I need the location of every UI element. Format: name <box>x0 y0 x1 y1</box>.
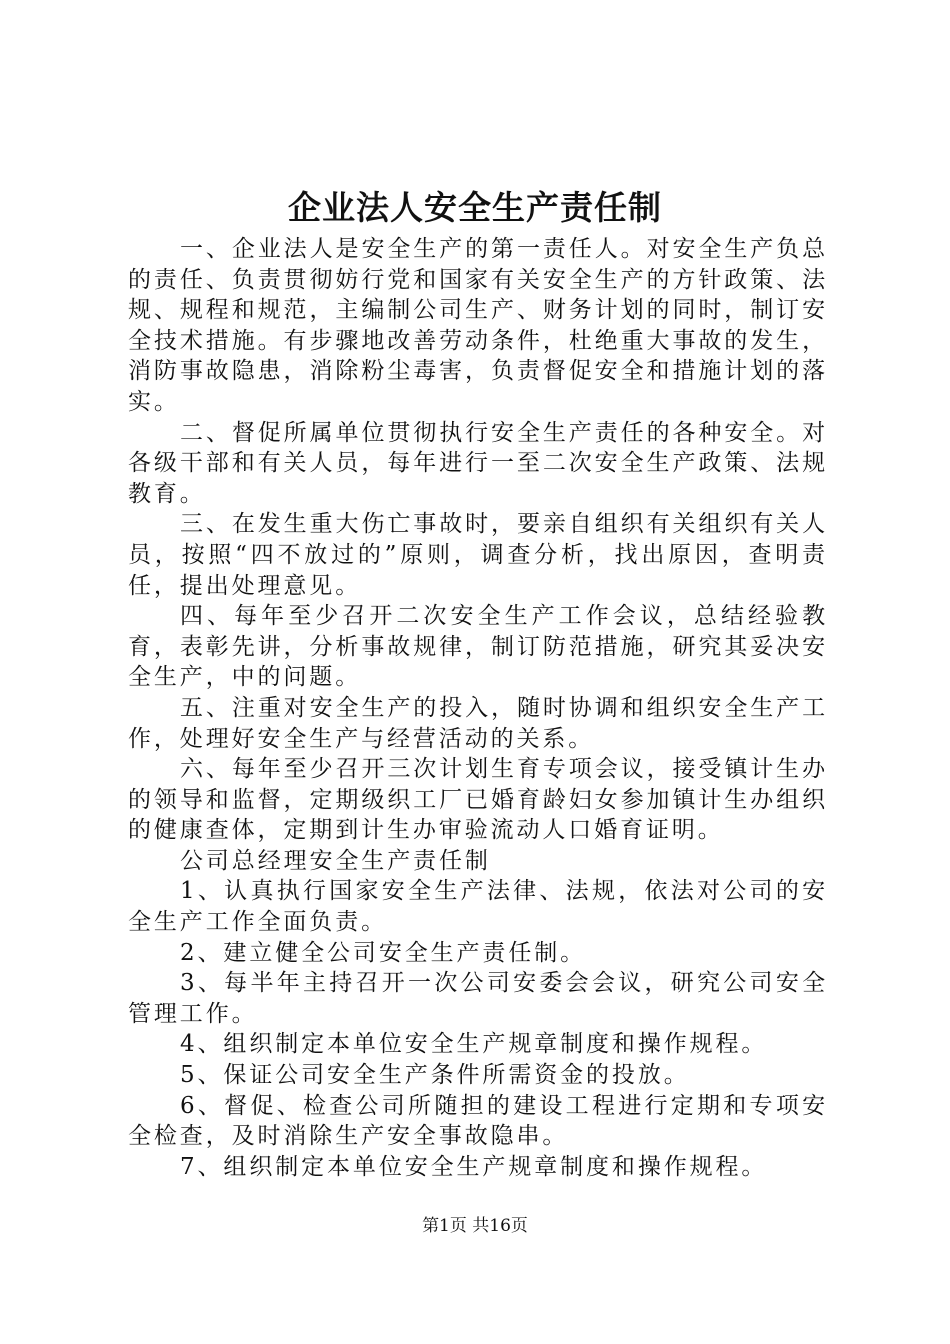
page-footer: 第1页 共16页 <box>422 1216 528 1236</box>
list-item: 3、每半年主持召开一次公司安委会会议，研究公司安全管理工作。 <box>128 970 828 1027</box>
paragraph: 五、注重对安全生产的投入，随时协调和组织安全生产工作，处理好安全生产与经营活动的关系。 <box>128 694 828 752</box>
section-heading: 公司总经理安全生产责任制 <box>180 847 491 874</box>
list-item: 4、组织制定本单位安全生产规章制度和操作规程。 <box>180 1031 768 1058</box>
document-body <box>128 234 828 1182</box>
document-title: 企业法人安全生产责任制 <box>288 188 662 227</box>
paragraph: 三、在发生重大伤亡事故时，要亲自组织有关组织有关人员，按照“四不放过的”原则，调查分析，找出原因，查明责任，提出处理意见。 <box>128 511 828 599</box>
paragraph: 四、每年至少召开二次安全生产工作会议，总结经验教育，表彰先讲，分析事故规律，制订防范措施，研究其妥决安全生产，中的问题。 <box>128 603 828 691</box>
paragraph: 六、每年至少召开三次计划生育专项会议，接受镇计生办的领导和监督，定期级织工厂已婚育龄妇女参加镇计生办组织的健康查体，定期到计生办审验流动人口婚育证明。 <box>128 756 828 844</box>
list-item: 1、认真执行国家安全生产法律、法规，依法对公司的安全生产工作全面负责。 <box>128 878 828 936</box>
paragraph: 二、督促所属单位贯彻执行安全生产责任的各种安全。对各级干部和有关人员，每年进行一至二次安全生产政策、法规教育。 <box>128 419 828 507</box>
list-item: 7、组织制定本单位安全生产规章制度和操作规程。 <box>180 1153 768 1180</box>
list-item: 2、建立健全公司安全生产责任制。 <box>180 939 587 966</box>
paragraph: 一、企业法人是安全生产的第一责任人。对安全生产负总的责任、负责贯彻妨行党和国家有关安全生产的方针政策、法规、规程和规范，主编制公司生产、财务计划的同时，制订安全技术措施。有步骤地改善劳动条件，杜绝重大事故的发生，消防事故隐患，消除粉尘毒害，负责督促安全和措施计划的落实。 <box>128 236 828 415</box>
list-item: 6、督促、检查公司所随担的建设工程进行定期和专项安全检查，及时消除生产安全事故隐串。 <box>128 1092 828 1150</box>
list-item: 5、保证公司安全生产条件所需资金的投放。 <box>180 1062 690 1089</box>
